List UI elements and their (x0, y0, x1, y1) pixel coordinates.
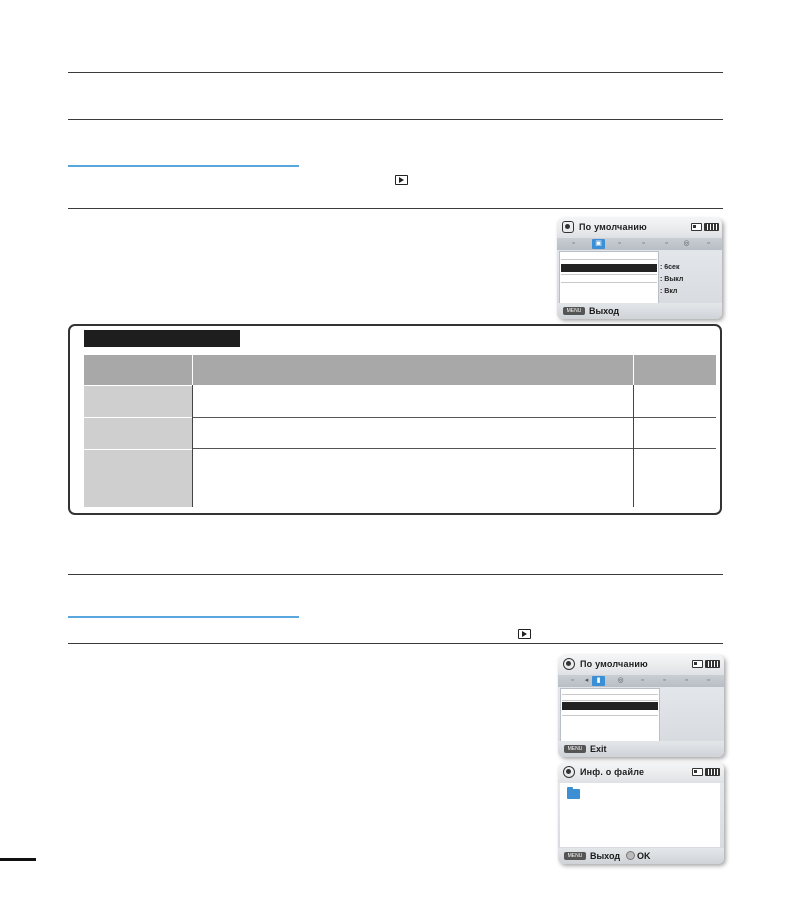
menu-item-selected[interactable] (561, 264, 657, 272)
ok-button-icon (626, 851, 635, 860)
tab-icon-selected[interactable]: ▮ (592, 676, 605, 686)
ok-label: OK (637, 851, 651, 861)
camcorder-file-info-screen (558, 763, 724, 864)
screen-header (557, 218, 722, 238)
exit-label: Exit (590, 744, 607, 754)
playback-icon (395, 175, 408, 185)
page-edge-mark (0, 858, 36, 861)
camcorder-menu-screen (557, 218, 722, 319)
table-header-cell (193, 355, 633, 385)
setting-mode-icon (563, 658, 575, 670)
menu-list (560, 688, 660, 742)
option-value: : 6сек (660, 264, 680, 271)
table-row-divider (192, 417, 716, 418)
tab-icon[interactable]: ◂ (584, 677, 589, 684)
option-value: : Выкл (660, 276, 684, 283)
exit-label: Выход (590, 851, 621, 861)
tab-icon[interactable]: ◎ (683, 240, 690, 247)
table-row-divider (192, 448, 716, 449)
screen-header (558, 763, 724, 783)
tab-icon[interactable]: ▫ (641, 677, 644, 684)
screen-header (558, 655, 724, 675)
option-value: : Вкл (660, 288, 678, 295)
table-row-label (84, 386, 192, 417)
setting-mode-icon (563, 766, 575, 778)
table-caption-bar (84, 330, 240, 347)
screen-title: По умолчанию (579, 222, 647, 232)
heading-underline (68, 165, 299, 167)
section-rule (68, 119, 723, 120)
tab-icon[interactable]: ▫ (663, 677, 666, 684)
screen-footer (558, 741, 724, 757)
tab-icon[interactable]: ▫ (572, 240, 575, 247)
battery-icon (705, 768, 720, 776)
battery-icon (705, 660, 720, 668)
tab-icon[interactable]: ▫ (571, 677, 574, 684)
tab-icon-selected[interactable]: ▣ (592, 239, 605, 249)
exit-label: Выход (589, 306, 620, 316)
file-info-panel (560, 783, 720, 847)
tab-icon[interactable]: ▫ (642, 240, 645, 247)
top-rule (68, 72, 723, 73)
table-row-label (84, 450, 192, 507)
memory-card-icon (692, 660, 703, 668)
menu-item-selected[interactable] (562, 702, 658, 710)
screen-title: Инф. о файле (580, 767, 645, 777)
table-column-divider (192, 385, 193, 507)
tab-icon[interactable]: ◎ (617, 677, 624, 684)
memory-card-icon (692, 768, 703, 776)
folder-icon (567, 789, 580, 799)
menu-button-icon: MENU (564, 852, 586, 860)
table-header-cell (634, 355, 716, 385)
tab-icon[interactable]: ▫ (707, 240, 710, 247)
memory-card-icon (691, 223, 702, 231)
menu-button-icon: MENU (564, 745, 586, 753)
screen-footer (558, 848, 724, 864)
table-row-label (84, 418, 192, 449)
tab-icon[interactable]: ▫ (665, 240, 668, 247)
table-header-cell (84, 355, 192, 385)
heading-underline (68, 616, 299, 618)
tab-icon[interactable]: ▫ (707, 677, 710, 684)
playback-mode-icon (562, 221, 574, 233)
section-rule (68, 574, 723, 575)
tab-icon[interactable]: ▫ (618, 240, 621, 247)
menu-tabs (557, 238, 722, 250)
table-column-divider (633, 385, 634, 507)
section-rule (68, 208, 723, 209)
tab-icon[interactable]: ▫ (685, 677, 688, 684)
menu-button-icon: MENU (563, 307, 585, 315)
menu-tabs (558, 675, 724, 687)
section-rule (68, 643, 723, 644)
screen-footer (557, 303, 722, 319)
battery-icon (704, 223, 719, 231)
camcorder-menu-screen (558, 655, 724, 757)
playback-icon (518, 629, 531, 639)
screen-title: По умолчанию (580, 659, 648, 669)
